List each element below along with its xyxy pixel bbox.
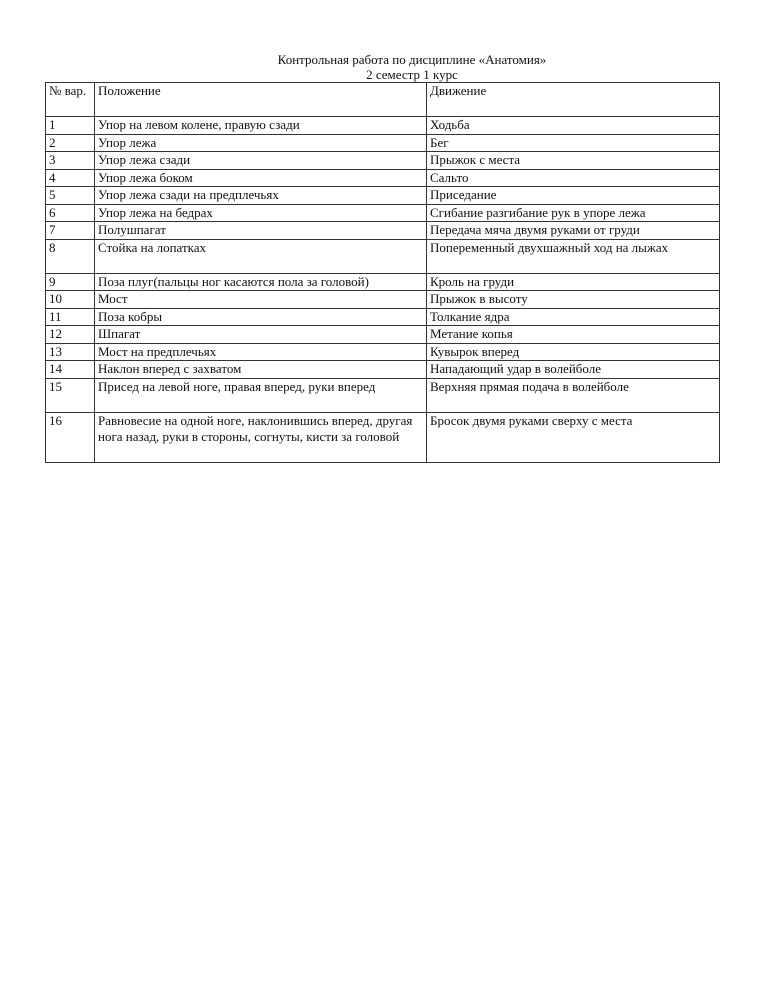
table-row [46,117,720,135]
header-position: Положение [95,83,427,117]
table-row [46,152,720,170]
row-movement: Нападающий удар в волейболе [427,361,720,379]
row-number: 16 [46,412,95,462]
row-movement: Прыжок в высоту [427,291,720,309]
row-number: 3 [46,152,95,170]
row-movement: Попеременный двухшажный ход на лыжах [427,239,720,273]
row-position: Упор на левом колене, правую сзади [95,117,427,135]
row-number: 8 [46,239,95,273]
row-number: 2 [46,134,95,152]
row-position: Упор лежа сзади на предплечьях [95,187,427,205]
row-movement: Прыжок с места [427,152,720,170]
row-number: 1 [46,117,95,135]
row-number: 10 [46,291,95,309]
row-position: Мост [95,291,427,309]
table-row [46,187,720,205]
table-row [46,291,720,309]
document-title: Контрольная работа по дисциплине «Анатомия» [277,52,547,67]
row-movement: Метание копья [427,326,720,344]
row-number: 12 [46,326,95,344]
row-movement: Бег [427,134,720,152]
table-row [46,169,720,187]
table-row [46,343,720,361]
row-movement: Ходьба [427,117,720,135]
row-position: Наклон вперед с захватом [95,361,427,379]
row-movement: Бросок двумя руками сверху с места [427,412,720,462]
row-position: Упор лежа на бедрах [95,204,427,222]
table-row [46,273,720,291]
header-number: № вар. [46,83,95,117]
row-number: 13 [46,343,95,361]
row-number: 9 [46,273,95,291]
row-position: Равновесие на одной ноге, наклонившись вперед, другая нога назад, руки в стороны, согнуты, кисти за головой [95,412,427,462]
row-number: 4 [46,169,95,187]
row-position: Поза кобры [95,308,427,326]
table-row [46,378,720,412]
variants-table [45,82,720,463]
row-position: Стойка на лопатках [95,239,427,273]
row-position: Упор лежа [95,134,427,152]
table-header-row [46,83,720,117]
table-row [46,412,720,462]
table-row [46,134,720,152]
table-row [46,326,720,344]
row-movement: Приседание [427,187,720,205]
row-position: Полушпагат [95,222,427,240]
row-position: Упор лежа боком [95,169,427,187]
row-position: Упор лежа сзади [95,152,427,170]
row-movement: Верхняя прямая подача в волейболе [427,378,720,412]
row-position: Поза плуг(пальцы ног касаются пола за головой) [95,273,427,291]
row-movement: Толкание ядра [427,308,720,326]
table-row [46,308,720,326]
row-number: 11 [46,308,95,326]
header-movement: Движение [427,83,720,117]
row-position: Присед на левой ноге, правая вперед, руки вперед [95,378,427,412]
row-movement: Сальто [427,169,720,187]
table-row [46,204,720,222]
row-number: 6 [46,204,95,222]
document-subtitle: 2 семестр 1 курс [366,67,458,82]
row-movement: Передача мяча двумя руками от груди [427,222,720,240]
row-position: Мост на предплечьях [95,343,427,361]
row-movement: Сгибание разгибание рук в упоре лежа [427,204,720,222]
row-number: 7 [46,222,95,240]
table-row [46,361,720,379]
row-number: 14 [46,361,95,379]
row-movement: Кроль на груди [427,273,720,291]
table-row [46,239,720,273]
row-movement: Кувырок вперед [427,343,720,361]
table-row [46,222,720,240]
row-position: Шпагат [95,326,427,344]
row-number: 15 [46,378,95,412]
row-number: 5 [46,187,95,205]
